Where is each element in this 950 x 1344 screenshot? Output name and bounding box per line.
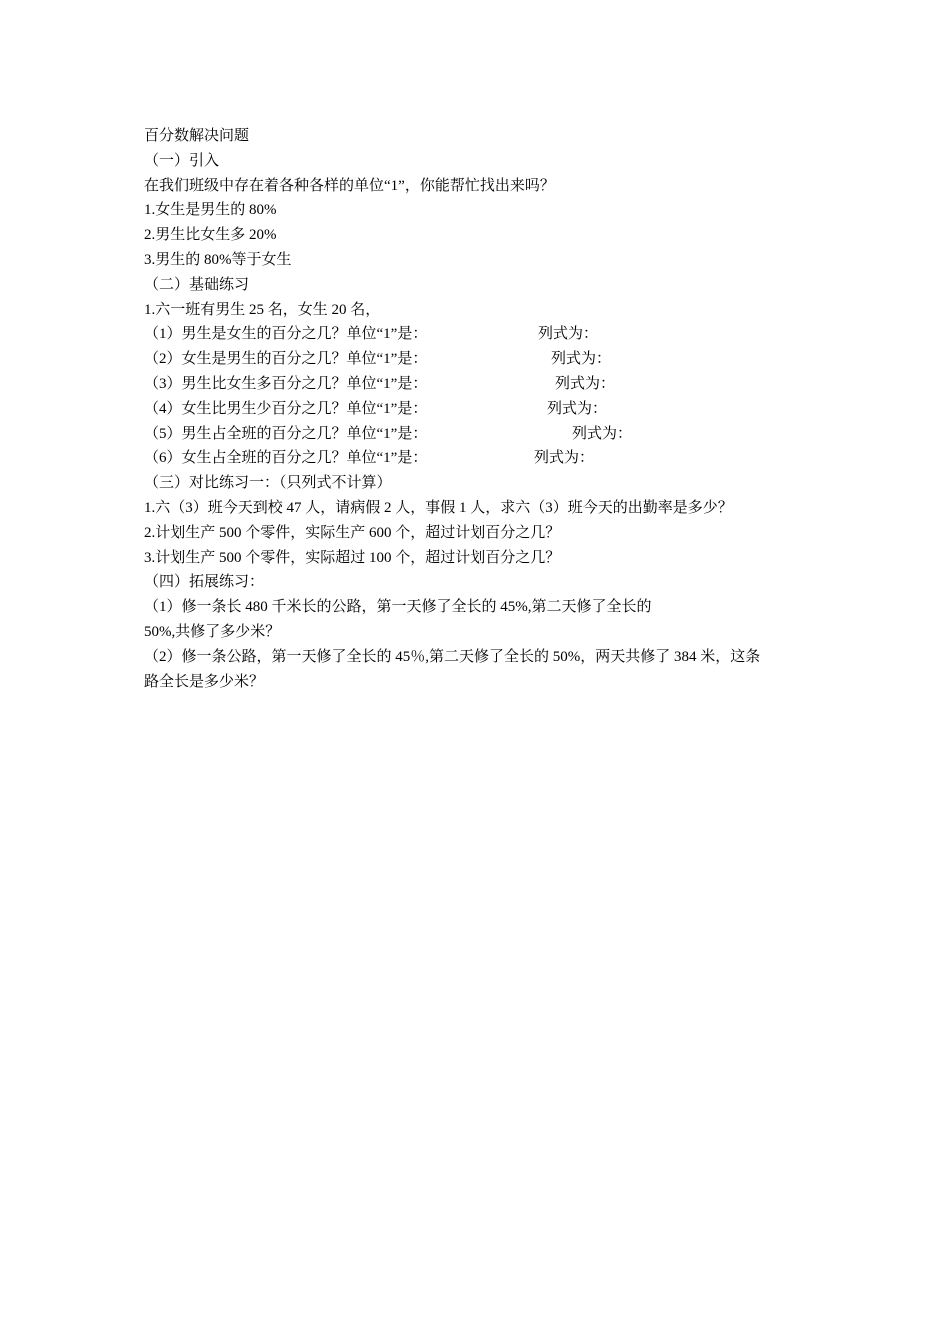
basic-question: （6）女生占全班的百分之几？单位“1”是： [144,450,428,467]
formula-label: 列式为： [551,351,612,368]
intro-item: 1.女生是男生的 80% [144,202,277,219]
intro-item: 2.男生比女生多 20% [144,227,277,244]
intro-prompt: 在我们班级中存在着各种各样的单位“1”，你能帮忙找出来吗？ [144,177,555,194]
basic-question-row [144,422,824,447]
basic-question: （1）男生是女生的百分之几？单位“1”是： [144,326,428,343]
intro-item: 3.男生的 80%等于女生 [144,251,292,268]
basic-question-row [144,347,824,372]
extend-problem-2-line-2: 路全长是多少米？ [144,673,265,690]
section-compare-heading: （三）对比练习一：（只列式不计算） [144,475,392,492]
formula-label: 列式为： [572,425,633,442]
extend-problem-2-line-1: （2）修一条公路，第一天修了全长的 45％,第二天修了全长的 50%，两天共修了 384 米，这条 [144,648,761,665]
section-intro-heading: （一）引入 [144,152,220,169]
compare-item: 1.六（3）班今天到校 47 人，请病假 2 人，事假 1 人，求六（3）班今天的出勤率是多少？ [144,499,733,516]
document-body [144,124,824,694]
extend-problem-1-line-1: （1）修一条长 480 千米长的公路，第一天修了全长的 45%,第二天修了全长的 [144,599,652,616]
formula-label: 列式为： [547,400,608,417]
basic-question-row [144,322,824,347]
formula-label: 列式为： [538,326,599,343]
compare-item: 2.计划生产 500 个零件，实际生产 600 个，超过计划百分之几？ [144,524,561,541]
section-basic-heading: （二）基础练习 [144,276,250,293]
basic-question-row [144,446,824,471]
compare-item: 3.计划生产 500 个零件，实际超过 100 个，超过计划百分之几？ [144,549,561,566]
basic-question-row [144,372,824,397]
extend-problem-1-line-2: 50%,共修了多少米？ [144,623,281,640]
formula-label: 列式为： [555,375,616,392]
document-title: 百分数解决问题 [144,128,250,144]
basic-stem: 1.六一班有男生 25 名，女生 20 名， [144,301,381,318]
basic-question: （3）男生比女生多百分之几？单位“1”是： [144,375,428,392]
basic-question-row [144,397,824,422]
basic-question: （4）女生比男生少百分之几？单位“1”是： [144,400,428,417]
basic-question: （5）男生占全班的百分之几？单位“1”是： [144,425,428,442]
formula-label: 列式为： [534,450,595,467]
section-extend-heading: （四）拓展练习： [144,574,265,591]
basic-question: （2）女生是男生的百分之几？单位“1”是： [144,351,428,368]
